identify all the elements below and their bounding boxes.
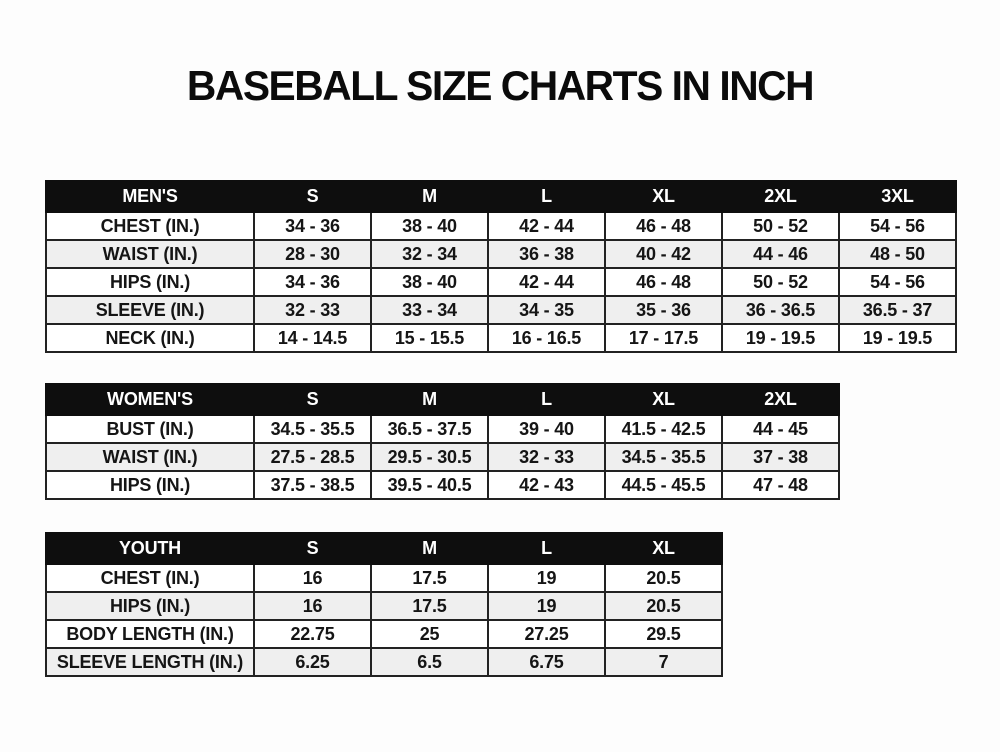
header-row xyxy=(46,533,722,564)
row-label: SLEEVE (IN.) xyxy=(46,296,254,324)
size-column-header: 2XL xyxy=(722,384,839,415)
row-label: HIPS (IN.) xyxy=(46,592,254,620)
size-column-header: S xyxy=(254,533,371,564)
size-cell: 50 - 52 xyxy=(722,268,839,296)
size-cell: 54 - 56 xyxy=(839,268,956,296)
row-label: CHEST (IN.) xyxy=(46,564,254,592)
size-cell: 34.5 - 35.5 xyxy=(605,443,722,471)
size-cell: 33 - 34 xyxy=(371,296,488,324)
womens-size-table xyxy=(45,383,840,500)
size-cell: 32 - 33 xyxy=(488,443,605,471)
size-column-header: L xyxy=(488,384,605,415)
size-cell: 48 - 50 xyxy=(839,240,956,268)
row-label: SLEEVE LENGTH (IN.) xyxy=(46,648,254,676)
size-cell: 6.5 xyxy=(371,648,488,676)
table-row xyxy=(46,240,956,268)
size-cell: 27.25 xyxy=(488,620,605,648)
mens-size-table xyxy=(45,180,957,353)
size-cell: 44 - 46 xyxy=(722,240,839,268)
size-cell: 16 xyxy=(254,564,371,592)
table-row xyxy=(46,415,839,443)
size-cell: 19 - 19.5 xyxy=(722,324,839,352)
size-cell: 42 - 44 xyxy=(488,212,605,240)
size-cell: 38 - 40 xyxy=(371,268,488,296)
size-cell: 14 - 14.5 xyxy=(254,324,371,352)
size-cell: 28 - 30 xyxy=(254,240,371,268)
table-row xyxy=(46,592,722,620)
header-row xyxy=(46,384,839,415)
row-label: NECK (IN.) xyxy=(46,324,254,352)
size-cell: 36.5 - 37.5 xyxy=(371,415,488,443)
size-cell: 34 - 36 xyxy=(254,268,371,296)
size-cell: 32 - 33 xyxy=(254,296,371,324)
table-row xyxy=(46,324,956,352)
size-cell: 22.75 xyxy=(254,620,371,648)
size-column-header: XL xyxy=(605,181,722,212)
table-group-header: WOMEN'S xyxy=(46,384,254,415)
size-cell: 46 - 48 xyxy=(605,212,722,240)
size-cell: 20.5 xyxy=(605,592,722,620)
size-cell: 17.5 xyxy=(371,564,488,592)
size-column-header: S xyxy=(254,384,371,415)
table-row xyxy=(46,443,839,471)
size-cell: 19 xyxy=(488,564,605,592)
size-column-header: S xyxy=(254,181,371,212)
size-cell: 38 - 40 xyxy=(371,212,488,240)
size-cell: 19 - 19.5 xyxy=(839,324,956,352)
size-cell: 6.75 xyxy=(488,648,605,676)
size-cell: 7 xyxy=(605,648,722,676)
row-label: HIPS (IN.) xyxy=(46,268,254,296)
row-label: BODY LENGTH (IN.) xyxy=(46,620,254,648)
size-cell: 36 - 36.5 xyxy=(722,296,839,324)
size-cell: 46 - 48 xyxy=(605,268,722,296)
size-cell: 40 - 42 xyxy=(605,240,722,268)
row-label: CHEST (IN.) xyxy=(46,212,254,240)
size-column-header: L xyxy=(488,533,605,564)
row-label: WAIST (IN.) xyxy=(46,443,254,471)
table-row xyxy=(46,212,956,240)
size-cell: 54 - 56 xyxy=(839,212,956,240)
size-cell: 16 - 16.5 xyxy=(488,324,605,352)
size-cell: 42 - 44 xyxy=(488,268,605,296)
size-cell: 35 - 36 xyxy=(605,296,722,324)
size-cell: 6.25 xyxy=(254,648,371,676)
size-cell: 37 - 38 xyxy=(722,443,839,471)
size-column-header: L xyxy=(488,181,605,212)
table-row xyxy=(46,296,956,324)
size-column-header: M xyxy=(371,181,488,212)
tables-container xyxy=(0,180,1000,677)
size-cell: 37.5 - 38.5 xyxy=(254,471,371,499)
size-cell: 34.5 - 35.5 xyxy=(254,415,371,443)
row-label: HIPS (IN.) xyxy=(46,471,254,499)
size-column-header: 3XL xyxy=(839,181,956,212)
size-column-header: 2XL xyxy=(722,181,839,212)
page-title: BASEBALL SIZE CHARTS IN INCH xyxy=(186,62,814,109)
size-cell: 25 xyxy=(371,620,488,648)
size-column-header: XL xyxy=(605,384,722,415)
row-label: WAIST (IN.) xyxy=(46,240,254,268)
size-cell: 29.5 xyxy=(605,620,722,648)
size-column-header: XL xyxy=(605,533,722,564)
size-cell: 42 - 43 xyxy=(488,471,605,499)
size-cell: 44.5 - 45.5 xyxy=(605,471,722,499)
size-cell: 29.5 - 30.5 xyxy=(371,443,488,471)
size-cell: 36 - 38 xyxy=(488,240,605,268)
size-cell: 39.5 - 40.5 xyxy=(371,471,488,499)
size-cell: 44 - 45 xyxy=(722,415,839,443)
size-cell: 47 - 48 xyxy=(722,471,839,499)
size-cell: 17.5 xyxy=(371,592,488,620)
size-cell: 17 - 17.5 xyxy=(605,324,722,352)
size-cell: 19 xyxy=(488,592,605,620)
table-row xyxy=(46,620,722,648)
header-row xyxy=(46,181,956,212)
size-cell: 36.5 - 37 xyxy=(839,296,956,324)
table-group-header: YOUTH xyxy=(46,533,254,564)
row-label: BUST (IN.) xyxy=(46,415,254,443)
size-cell: 41.5 - 42.5 xyxy=(605,415,722,443)
table-row xyxy=(46,648,722,676)
table-row xyxy=(46,268,956,296)
youth-size-table xyxy=(45,532,723,677)
size-column-header: M xyxy=(371,384,488,415)
size-cell: 32 - 34 xyxy=(371,240,488,268)
size-cell: 27.5 - 28.5 xyxy=(254,443,371,471)
size-cell: 16 xyxy=(254,592,371,620)
size-cell: 20.5 xyxy=(605,564,722,592)
size-cell: 34 - 36 xyxy=(254,212,371,240)
size-cell: 34 - 35 xyxy=(488,296,605,324)
size-cell: 15 - 15.5 xyxy=(371,324,488,352)
size-cell: 50 - 52 xyxy=(722,212,839,240)
table-group-header: MEN'S xyxy=(46,181,254,212)
table-row xyxy=(46,564,722,592)
table-row xyxy=(46,471,839,499)
size-cell: 39 - 40 xyxy=(488,415,605,443)
size-column-header: M xyxy=(371,533,488,564)
